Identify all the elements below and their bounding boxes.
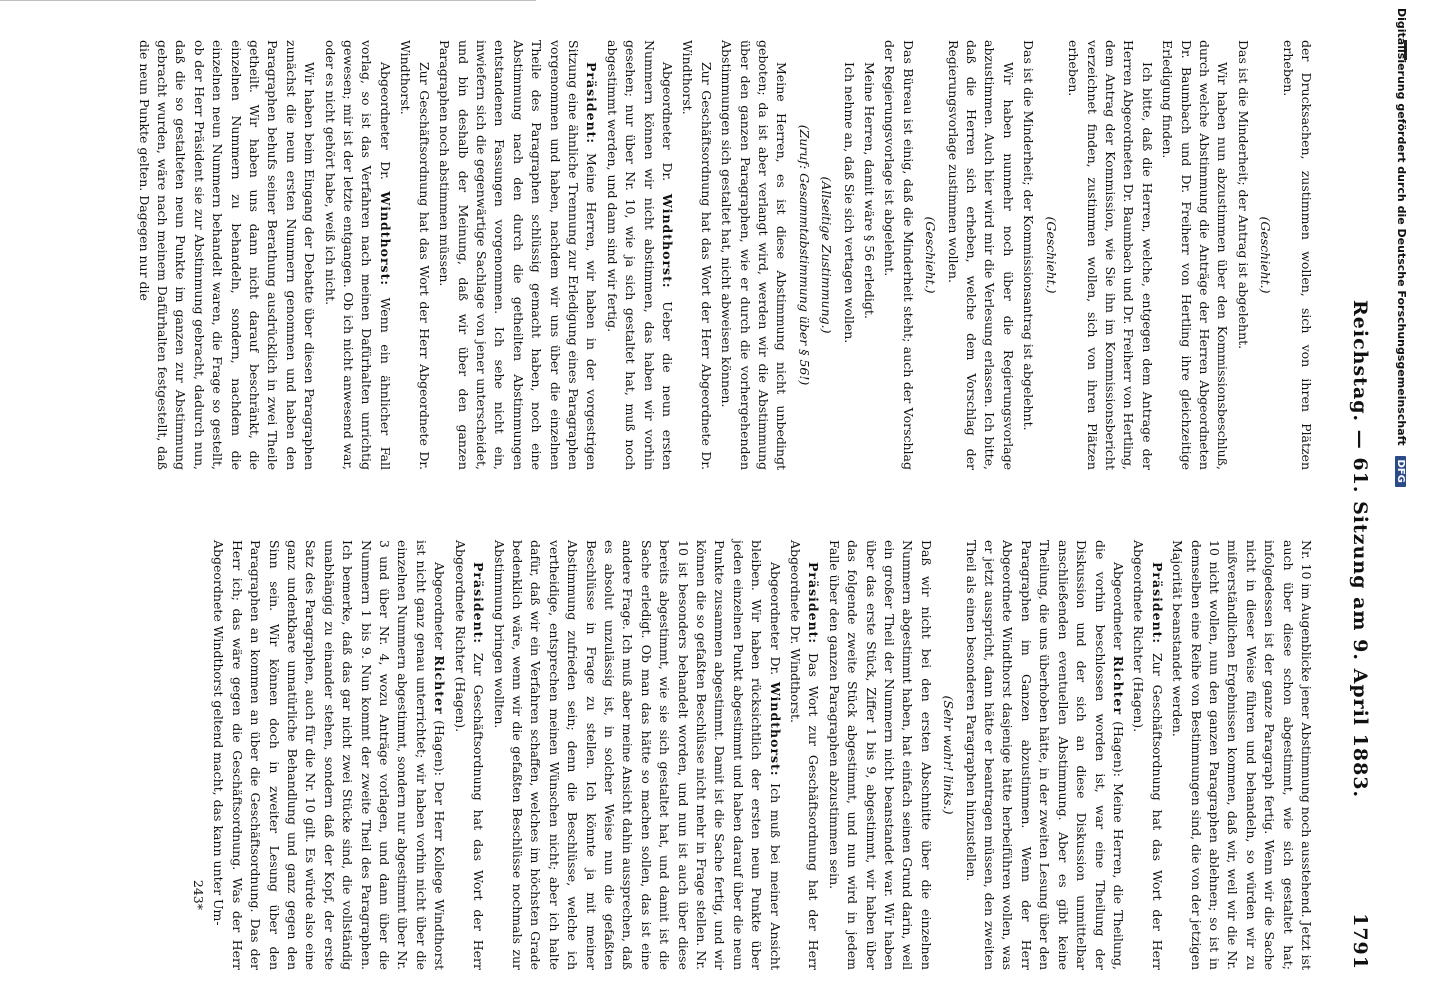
paragraph bbox=[602, 40, 676, 470]
paragraph: Das Büreau ist einig, daß die Minderheit steht; auch der Vorschlag der Regierungsvorlage ist abgelehnt. bbox=[882, 40, 916, 470]
speaker-name: Präsident: bbox=[584, 62, 600, 145]
speaker-prefix: Abgeordneter Dr. bbox=[767, 562, 783, 682]
dfg-logo: DFG bbox=[1395, 456, 1406, 487]
paragraph bbox=[450, 540, 487, 970]
speaker-name: Richter bbox=[432, 655, 448, 715]
paragraph: Meine Herren, damit wäre § 56 erledigt. bbox=[862, 62, 878, 319]
paragraph bbox=[786, 540, 823, 970]
paragraph bbox=[209, 540, 448, 970]
left-column bbox=[35, 40, 1315, 470]
speech-text: Das Wort zur Geschäftsordnung hat der Herr Abgeordnete Dr. Windthorst. bbox=[788, 540, 822, 970]
running-title: Reichstag. — 61. Sitzung am 9. April 1883. bbox=[1349, 300, 1371, 799]
paragraph: Meine Herren, es ist diese Abstimmung nicht unbedingt geboten; da ist aber verlangt wird, werden wir die Abstimmung über den ganzen Paragraphen, wie er durch die vorhergehenden Abstimmungen sich gestaltet hat, nicht abweisen können. bbox=[719, 40, 790, 470]
speaker-name: Windthorst: bbox=[767, 681, 783, 777]
paragraph: Ich nehme an, daß Sie sich vertagen wollen. bbox=[841, 62, 857, 344]
speaker-prefix: Abgeordneter Dr. bbox=[377, 62, 393, 192]
paragraph: Wir haben nunmehr noch über die Regierungsvorlage abzustimmen. Auch hier wird mir die Verlesung erlassen. Ich bitte, daß die Herren sich erheben, welche dem Vorschlag der Regierungsvorlage zustimmen wollen. bbox=[945, 40, 1016, 470]
speech-text: Ich muß bei meiner Ansicht bleiben. Wir haben rücksichtlich der ersten neun Punkte über jeden einzelnen Punkt abgestimmt und haben darauf über die neun Punkte zusammen abgestimmt. Damit ist die Sache fertig, und wir können die so gefaßten Beschlüsse nicht mehr in Frage stellen. Nr. 10 ist besonders behandelt worden, und nun ist auch über diese bereits abgestimmt, wie sie sich gestaltet hat, und damit ist die Sache erledigt. Ob man das hätte so machen sollen, das ist eine andere Frage. Ich muß aber meine Ansicht dahin aussprechen, daß es absolut unzulässig ist, in solcher Weise nun die gefaßten Beschlüsse in Frage zu stellen. Ich könnte ja mit meiner Abstimmung zufrieden sein; denn die Beschlüsse, welche ich vertheidige, entsprechen meinen Wünschen nicht; aber ich halte dafür, daß wir ein Verfahren schaffen, welches im höchsten Grade bedenklich wäre, wenn wir die gefaßten Beschlüsse nochmals zur Abstimmung bringen wollten. bbox=[491, 540, 783, 970]
right-column bbox=[35, 540, 1315, 970]
paragraph bbox=[489, 540, 784, 970]
speaker-name: Windthorst: bbox=[660, 193, 675, 289]
sheet-signature: 243* bbox=[191, 879, 207, 910]
paragraph: Wir haben beim Eingang der Debatte über diesen Paragraphen zunächst die neun ersten Nummern genommen und haben den Paragraphen behufs seiner Berathung ausdrücklich in zwei Theile getheilt. Wir haben uns dann nicht darauf beschränkt, die einzelnen Nummern zu behandeln, sondern, nachdem die einzelnen neun Nummern behandelt waren, die Frage so gestellt, ob der Herr Präsident sie zur Abstimmung gebracht, dadurch nun, daß die so gestalteten neun Punkte im ganzen zur Abstimmung gebracht wurden, wäre nach meinem Dafürhalten festgestellt, daß die neun Punkte gelten. Dagegen nur die bbox=[136, 40, 318, 470]
speech-text: Zur Geschäftsordnung hat das Wort der Herr Abgeordnete Richter (Hagen). bbox=[1131, 540, 1165, 970]
paragraph: Das ist die Minderheit; der Antrag ist abgelehnt. bbox=[1235, 40, 1251, 350]
speaker-name: Präsident: bbox=[806, 562, 822, 645]
speech-text: Ueber die neun ersten Nummern können wir nicht abstimmen, das haben wir vorhin gesehen; nur über Nr. 10, wie ja sich gestaltet hat, muß noch abgestimmt werden, und dann sind wir fertig. bbox=[604, 40, 675, 470]
paragraph: Zur Geschäftsordnung hat das Wort der Herr Abgeordnete Dr. Windthorst. bbox=[680, 40, 714, 470]
procedural-note: (Allseitige Zustimmung.) bbox=[819, 176, 835, 334]
speech-text: (Hagen): Der Herr Kollege Windthorst ist nicht ganz genau unterrichtet; wir haben vorhin nicht über die einzelnen Nummern abgestimmt, sondern nur abgestimmt über Nr. 3 und über Nr. 4, wozu Anträge vorlagen, und dann über die Nummern 1 bis 9. Nun kommt der zweite Theil des Paragraphen. Ich bemerke, daß das gar nicht zwei Stücke sind, die vollständig unabhängig zu einander stehen, sondern daß der Kopf, der erste Satz des Paragraphen, auch für die Nr. 10 gilt. Es würde also eine ganz undenkbare unnatürliche Behandlung und ganz gegen den Sinn sein. Wir können doch in zweiter Lesung über den Paragraphen an kommen an über die Geschäftsordnung. Das der Herr ich; das wäre gegen die Geschäftsordnung. Was der Herr Abgeordnete Windthorst geltend macht, das kann unter Um- bbox=[211, 540, 448, 971]
paragraph: Zur Geschäftsordnung hat das Wort der Herr Abgeordnete Dr. Windthorst. bbox=[398, 40, 432, 470]
speaker-prefix: Abgeordneter bbox=[1110, 562, 1126, 656]
speaker-prefix: Abgeordneter bbox=[432, 562, 448, 656]
speech-text: Meine Herren, wir haben in der vorgestrigen Sitzung eine ähnliche Trennung zur Erledigung eines Paragraphen vorgenommen und haben, nachdem wir uns über die einzelnen Theile des Paragraphen schlüssig gemacht haben, noch eine Abstimmung nach den durch die getheilten Abstimmungen entstandenen Fassungen vorgenommen. Ich sehe nicht ein, inwiefern sich die gegenwärtige Sachlage von jener unterscheidet, und bin deshalb der Meinung, daß wir über den ganzen Paragraphen noch abstimmen müssen. bbox=[437, 40, 600, 470]
paragraph bbox=[435, 40, 601, 470]
rotated-page bbox=[25, 0, 1385, 1000]
procedural-note: (Geschieht.) bbox=[1258, 216, 1274, 294]
paragraph: Daß wir nicht bei den ersten Abschnitte über die einzelnen Nummern abgestimmt haben, hat einfach seinen Grund darin, weil ein großer Theil der Nummern nicht beanstandet war. Wir haben über das erste Stück, Ziffer 1 bis 9, abgestimmt, wir haben über das folgende zweite Stück abgestimmt, und nun wird in jedem Falle über den ganzen Paragraphen abzustimmen sein. bbox=[826, 540, 934, 970]
speaker-name: Richter bbox=[1110, 655, 1126, 716]
procedural-note: (Sehr wahr! links.) bbox=[941, 695, 957, 815]
speaker-name: Präsident: bbox=[471, 562, 487, 645]
paragraph bbox=[1129, 540, 1166, 970]
speaker-name: Windthorst: bbox=[377, 191, 393, 286]
procedural-note: (Geschieht.) bbox=[1043, 216, 1059, 294]
digitization-footer bbox=[1388, 8, 1408, 992]
page-number: 1791 bbox=[1349, 913, 1371, 970]
speaker-name: Präsident: bbox=[1149, 562, 1165, 645]
paragraph bbox=[320, 40, 394, 470]
paragraph: Nr. 10 im Augenblicke jener Abstimmung noch ausstehend. Jetzt ist auch über diese schon abgestimmt, wie sich gestaltet hat; infolgedessen ist der ganze Paragraph fertig. Wenn wir die Sache nicht in dieser Weise führen und behandeln, so würden wir zu mißverständlichen Ergebnissen kommen, daß wir, weil wir die Nr. 10 nicht wollen, nun den ganzen Paragraphen ablehnen; so ist in demselben eine Reihe von Bestimmungen sind, die von der jetzigen Majorität beanstandet werden. bbox=[1170, 540, 1314, 970]
procedural-note: (Zuruf: Gesammtabstimmung über § 56!) bbox=[796, 124, 812, 386]
paragraph: der Drucksachen, zustimmen wollen, sich von ihren Plätzen erheben. bbox=[1280, 40, 1314, 470]
speech-text: (Hagen): Meine Herren, die Theilung, die vorhin beschlossen worden ist, war eine Theilung der Diskussion und der sich an diese Diskussion unmittelbar anschließenden eventuellen Abstimmung. Aber es gibt keine Theilung, die uns überhoben hätte, in der zweiten Lesung über den Paragraphen im Ganzen abzustimmen. Wenn der Herr Abgeordnete Windthorst dasjenige hätte herbeiführen wollen, was er jetzt ausspricht, dann hätte er beantragen müssen, den zweiten Theil als einen besonderen Paragraphen hinzustellen. bbox=[963, 540, 1126, 971]
speech-text: Wenn ein ähnlicher Fall vorlag, so ist das Verfahren nach meinen Dafürhalten unrichtig gewesen; mir ist der letzte entgangen. Ob ich nicht anwesend war, oder es nicht gehört habe, weiß ich nicht. bbox=[322, 40, 393, 470]
paragraph bbox=[961, 540, 1127, 970]
procedural-note: (Geschieht.) bbox=[923, 216, 939, 294]
digitization-note: Digitalisierung gefördert durch die Deutsche Forschungsgemeinschaft bbox=[1395, 8, 1408, 446]
paragraph: Ich bitte, daß die Herren, welche, entgegen dem Antrage der Herren Abgeordneten Dr. Baumbach und Dr. Freiherr von Hertling, dem Antrag der Kommission, wie Sie ihn im Kommissionsbericht verzeichnet finden, zustimmen wollen, sich von ihren Plätzen erheben. bbox=[1066, 40, 1155, 470]
running-head bbox=[1337, 40, 1377, 970]
speech-text: Zur Geschäftsordnung hat das Wort der Herr Abgeordnete Richter (Hagen). bbox=[452, 540, 487, 970]
speaker-prefix: Abgeordneter Dr. bbox=[660, 62, 675, 194]
paragraph: Das ist die Minderheit; der Kommissionsantrag ist abgelehnt. bbox=[1021, 40, 1037, 431]
paragraph: Wir haben nun abzustimmen über den Kommissionsbeschluß, durch welche Abstimmung die Anträge der Herren Abgeordneten Dr. Baumbach und Dr. Freiherr von Hertling ihre gleichzeitige Erledigung finden. bbox=[1160, 40, 1231, 470]
